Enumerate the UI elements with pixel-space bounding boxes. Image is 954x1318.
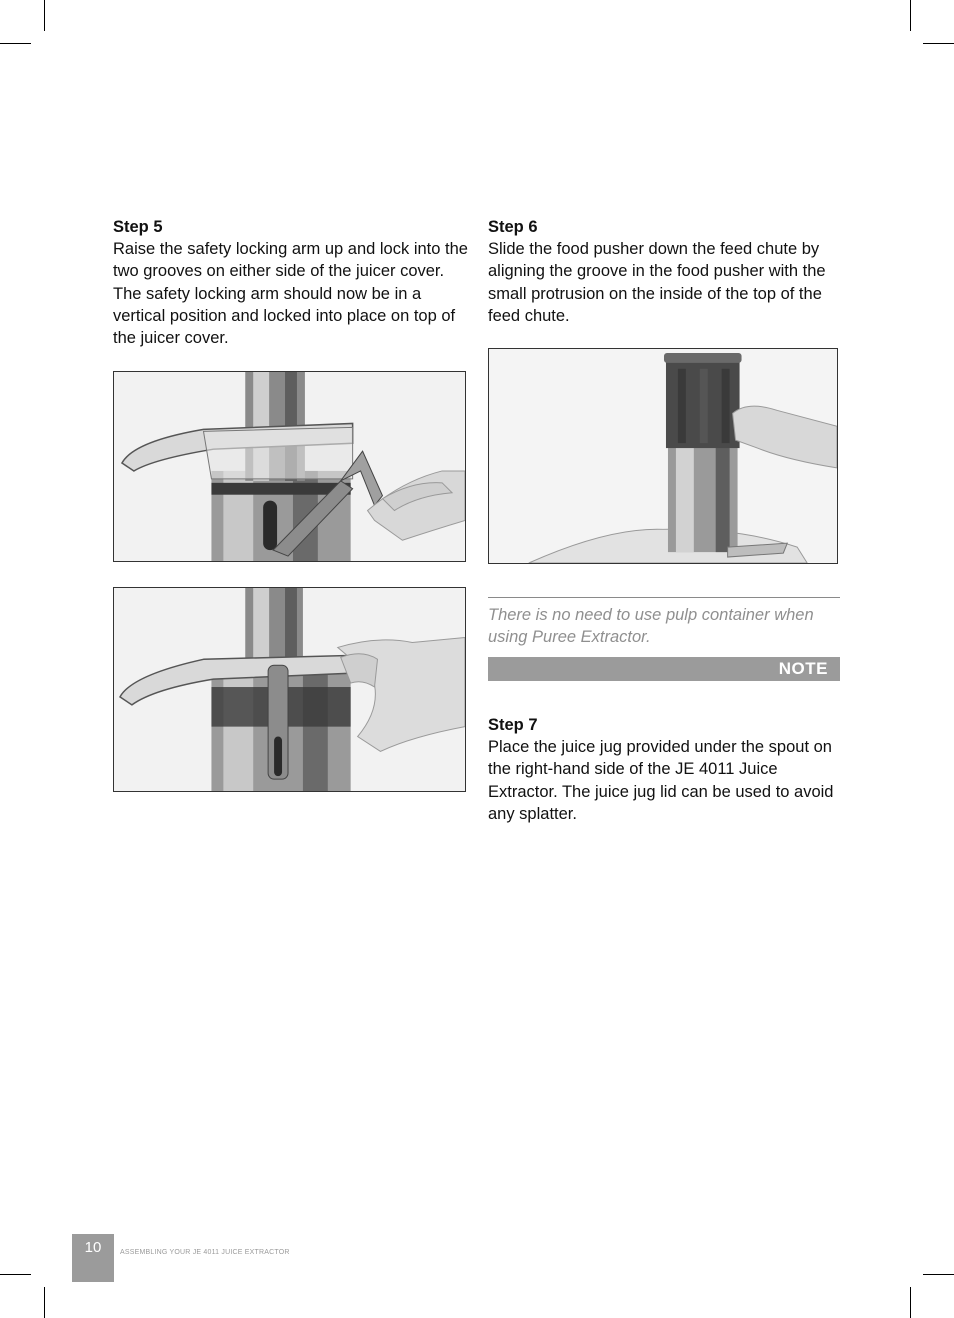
step5-body: Raise the safety locking arm up and lock into the two grooves on either side of the juicer cover. The safety locking arm should now be in a vertical position and locked into place on top of the juicer cover. bbox=[113, 240, 468, 348]
step5-photo-locked-arm bbox=[113, 587, 466, 792]
step5-photo-raising-arm bbox=[113, 371, 466, 562]
footer-section-title: ASSEMBLING YOUR JE 4011 JUICE EXTRACTOR bbox=[120, 1249, 290, 1256]
page-number-box bbox=[72, 1234, 114, 1282]
step7-body: Place the juice jug provided under the spout on the right-hand side of the JE 4011 Juice Extractor. The juice jug lid can be used to avoid any splatter. bbox=[488, 738, 834, 823]
note-label: NOTE bbox=[778, 659, 828, 678]
note-divider bbox=[488, 597, 840, 598]
crop-mark bbox=[910, 0, 911, 31]
crop-mark bbox=[923, 43, 954, 44]
crop-mark bbox=[44, 1287, 45, 1318]
crop-mark bbox=[910, 1287, 911, 1318]
crop-mark bbox=[0, 43, 31, 44]
note-bar bbox=[488, 657, 840, 681]
step5-title: Step 5 bbox=[113, 218, 163, 236]
step6-title: Step 6 bbox=[488, 218, 538, 236]
crop-mark bbox=[0, 1274, 31, 1275]
step7-title: Step 7 bbox=[488, 716, 538, 734]
step6-body: Slide the food pusher down the feed chute by aligning the groove in the food pusher with the small protrusion on the inside of the top of the feed chute. bbox=[488, 240, 826, 325]
crop-mark bbox=[44, 0, 45, 31]
note-text: There is no need to use pulp container when using Puree Extractor. bbox=[488, 606, 814, 647]
page-number: 10 bbox=[84, 1239, 102, 1256]
step6-photo-food-pusher bbox=[488, 348, 838, 564]
crop-mark bbox=[923, 1274, 954, 1275]
